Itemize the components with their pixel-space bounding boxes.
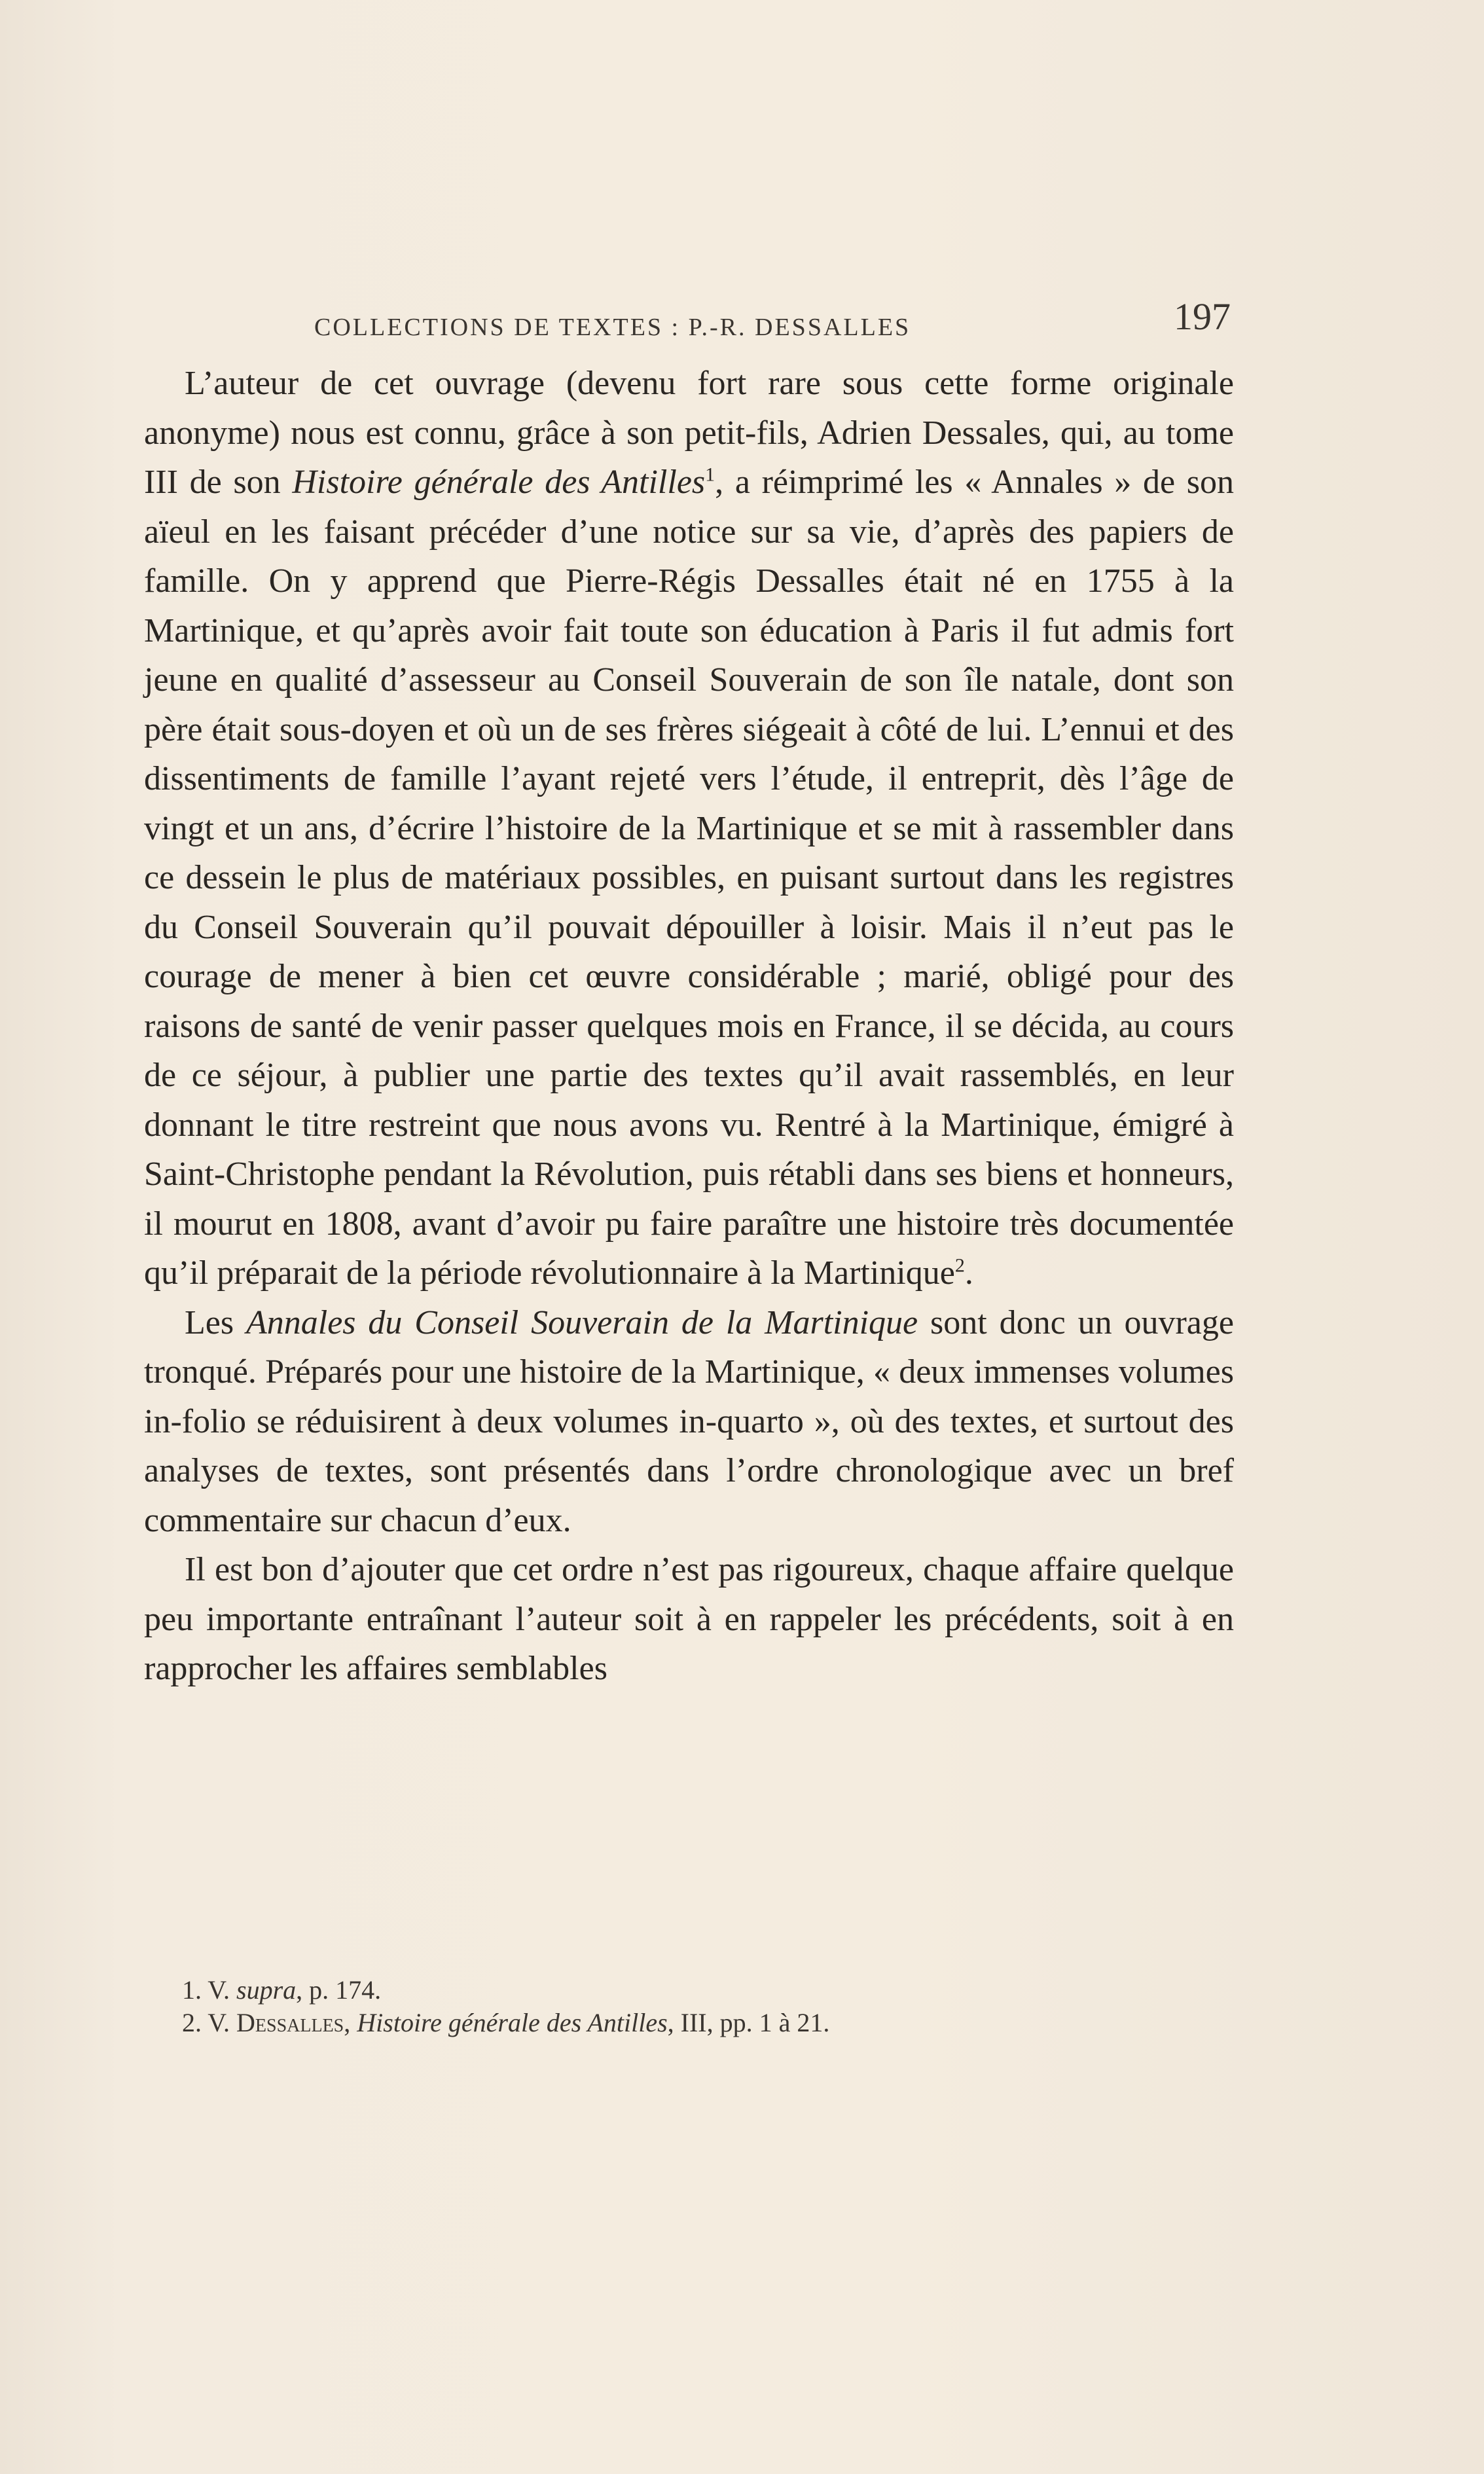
footnote-ref-2: 2: [954, 1254, 965, 1277]
running-title: COLLECTIONS DE TEXTES : P.-R. DESSALLES: [314, 314, 911, 341]
book-title-annales: Annales du Conseil Souverain de la Martinique: [245, 1303, 918, 1341]
footnote-1-number: 1.: [182, 1975, 202, 2005]
book-title-histoire-generale: Histoire générale des Antilles: [292, 464, 706, 501]
body-text: [144, 359, 1234, 1694]
paragraph-2-text-b: sont donc un ouvrage tronqué. Préparés pour une histoire de la Martinique, « deux immenses volumes in-folio se réduisirent à deux volumes in-quarto », où des textes, et surtout des analyses de textes, sont présentés dans l’ordre chronologique avec un bref commentaire sur chacun d’eux.: [144, 1303, 1234, 1539]
footnote-2-number: 2.: [182, 2008, 202, 2037]
paragraph-1: [144, 359, 1234, 1298]
page-header: [144, 295, 1231, 347]
footnote-ref-1: 1: [705, 464, 715, 486]
footnote-2-author: Dessalles: [236, 2008, 344, 2037]
page-number: 197: [1174, 295, 1231, 338]
footnote-2-pre: V.: [208, 2008, 237, 2037]
paragraph-3: [144, 1545, 1234, 1694]
paragraph-2: [144, 1298, 1234, 1546]
paragraph-1-text-a: L’auteur de cet ouvrage (devenu fort rare sous cette forme originale anonyme) nous est connu, grâce à son petit-fils, Adrien Dessales, qui, au tome III de son: [144, 365, 1234, 501]
paragraph-3-text: Il est bon d’ajouter que cet ordre n’est pas rigoureux, chaque affaire quelque peu importante entraînant l’auteur soit à en rappeler les précédents, soit à en rapprocher les affaires semblables: [144, 1551, 1234, 1687]
footnote-2-italic: Histoire générale des Antilles: [357, 2008, 668, 2037]
paragraph-1-text-c: .: [964, 1254, 973, 1292]
paragraph-2-text-a: Les: [185, 1303, 246, 1341]
footnote-2-post: , III, pp. 1 à 21.: [667, 2008, 830, 2037]
footnotes: [182, 1974, 1229, 2039]
footnote-1-post: , p. 174.: [296, 1975, 382, 2005]
footnote-2-sep: ,: [344, 2008, 357, 2037]
footnote-1-italic: supra: [236, 1975, 297, 2005]
footnote-1-pre: V.: [208, 1975, 237, 2005]
footnote-1: [182, 1974, 1229, 2007]
paragraph-1-text-b: , a réimprimé les « Annales » de son aïeul en les faisant précéder d’une notice sur sa vie, d’après des papiers de famille. On y apprend que Pierre-Régis Dessalles était né en 1755 à la Martinique, et qu’après avoir fait toute son éducation à Paris il fut admis fort jeune en qualité d’assesseur au Conseil Souverain de son île natale, dont son père était sous-doyen et où un de ses frères siégeait à côté de lui. L’ennui et des dissentiments de famille l’ayant rejeté vers l’étude, il entreprit, dès l’âge de vingt et un ans, d’écrire l’histoire de la Martinique et se mit à rassembler dans ce dessein le plus de matériaux possibles, en puisant surtout dans les registres du Conseil Souverain qu’il pouvait dépouiller à loisir. Mais il n’eut pas le courage de mener à bien cet œuvre considérable ; marié, obligé pour des raisons de santé de venir passer quelques mois en France, il se décida, au cours de ce séjour, à publier une partie des textes qu’il avait rassemblés, en leur donnant le titre restreint que nous avons vu. Rentré à la Martinique, émigré à Saint-Christophe pendant la Révolution, puis rétabli dans ses biens et honneurs, il mourut en 1808, avant d’avoir pu faire paraître une histoire très documentée qu’il préparait de la période révolutionnaire à la Martinique: [144, 464, 1234, 1292]
footnote-2: [182, 2007, 1229, 2039]
